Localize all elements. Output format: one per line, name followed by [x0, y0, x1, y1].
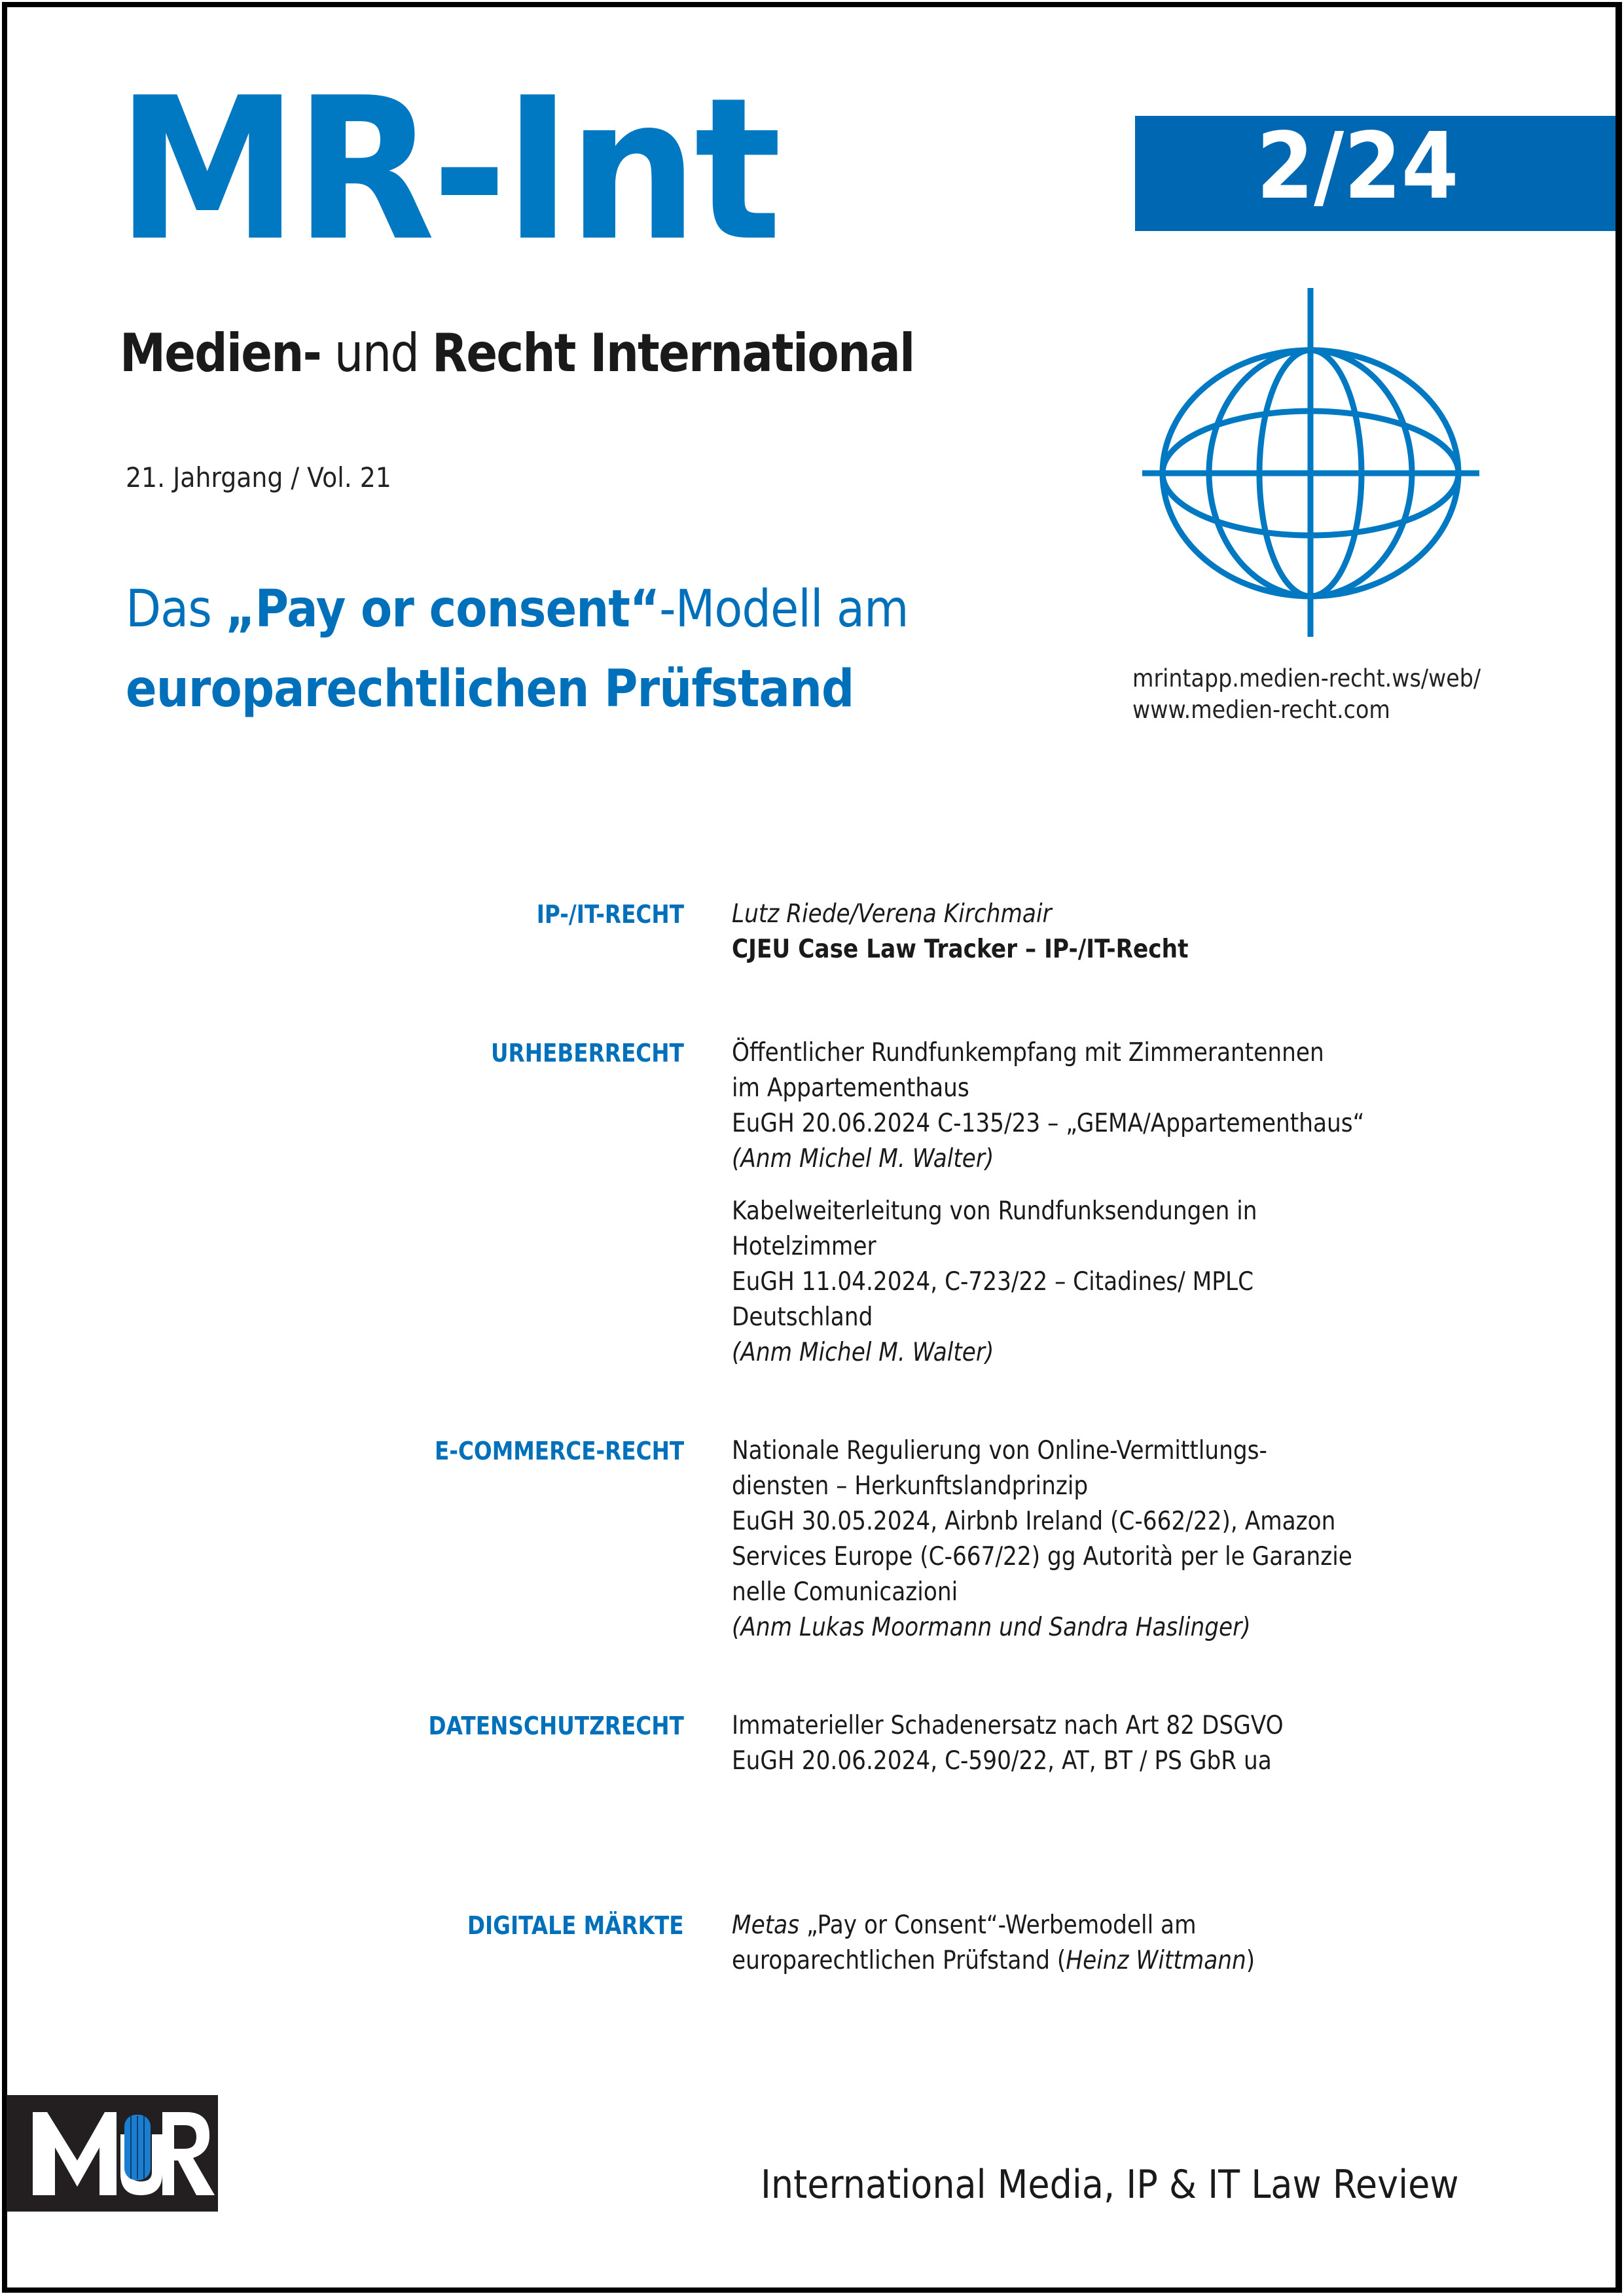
toc-entry-line: Hotelzimmer	[732, 1232, 876, 1261]
website-url-link[interactable]: www.medien-recht.com	[1132, 696, 1390, 724]
toc-section-label: DATENSCHUTZRECHT	[428, 1712, 684, 1740]
headline-bold-quote: „Pay or consent“	[225, 580, 660, 639]
toc-entry-line: EuGH 11.04.2024, C-723/22 – Citadines/ MPLC	[732, 1267, 1254, 1297]
toc-entry-line: Immaterieller Schadenersatz nach Art 82 DSGVO	[732, 1711, 1284, 1740]
toc-section-label: IP-/IT-RECHT	[536, 900, 684, 929]
toc-entry-line: Nationale Regulierung von Online-Vermittlungs-	[732, 1436, 1267, 1465]
toc-entry-segment: )	[1246, 1946, 1255, 1975]
toc-entry[interactable]	[732, 1908, 1394, 1979]
toc-entry-line: im Appartementhaus	[732, 1073, 969, 1103]
toc-entry-segment: „Pay or Consent“-Werbemodell am	[799, 1910, 1197, 1940]
toc-entry-line: EuGH 30.05.2024, Airbnb Ireland (C-662/22), Amazon	[732, 1507, 1336, 1536]
headline-line-2-text: europarechtlichen Prüfstand	[126, 660, 854, 719]
volume-info: 21. Jahrgang / Vol. 21	[126, 461, 391, 493]
toc-entry-line	[732, 1943, 1394, 1979]
toc-section-label: URHEBERRECHT	[491, 1039, 684, 1067]
toc-entry-line	[732, 1908, 1394, 1943]
headline-prefix: Das	[126, 580, 226, 639]
toc-entry[interactable]	[732, 1035, 1394, 1177]
publisher-logo	[7, 2095, 218, 2212]
toc-entry-line: diensten – Herkunftslandprinzip	[732, 1471, 1089, 1501]
toc-entry-line: Deutschland	[732, 1302, 873, 1332]
toc-entry[interactable]	[732, 1433, 1394, 1645]
issue-banner	[1135, 113, 1615, 231]
website-links	[1132, 663, 1481, 726]
headline-line-2	[126, 649, 909, 729]
toc-entry[interactable]	[732, 1708, 1394, 1779]
globe-icon	[1136, 278, 1486, 645]
toc-entry-line: EuGH 20.06.2024, C-590/22, AT, BT / PS GbR ua	[732, 1746, 1272, 1776]
app-url-link[interactable]: mrintapp.medien-recht.ws/web/	[1132, 664, 1481, 692]
toc-entry-line: (Anm Lukas Moormann und Sandra Haslinger)	[732, 1613, 1251, 1642]
toc-entry[interactable]	[732, 1194, 1394, 1371]
toc-entry-line: Lutz Riede/Verena Kirchmair	[732, 899, 1052, 929]
toc-entry-line: (Anm Michel M. Walter)	[732, 1144, 994, 1174]
toc-section-label: DIGITALE MÄRKTE	[467, 1911, 684, 1940]
toc-entry-segment: europarechtlichen Prüfstand (	[732, 1946, 1066, 1975]
journal-subtitle	[120, 323, 914, 384]
toc-entries	[732, 1035, 1485, 1388]
toc-entries	[732, 897, 1485, 984]
cover-headline	[126, 569, 909, 729]
toc-entry-line: (Anm Michel M. Walter)	[732, 1338, 994, 1367]
toc-entry-segment: Heinz Wittmann	[1066, 1946, 1246, 1975]
tagline: International Media, IP & IT Law Review	[761, 2162, 1459, 2208]
toc-entry-line: Services Europe (C-667/22) gg Autorità per le Garanzie	[732, 1542, 1352, 1571]
toc-entry-line: nelle Comunicazioni	[732, 1577, 958, 1607]
headline-suffix: -Modell am	[659, 580, 909, 639]
subtitle-recht-international: Recht International	[431, 323, 914, 384]
headline-line-1	[126, 569, 909, 649]
toc-entry-line: Öffentlicher Rundfunkempfang mit Zimmerantennen	[732, 1038, 1324, 1067]
journal-title: MR-Int	[117, 56, 778, 284]
toc-entries	[732, 1908, 1485, 1996]
subtitle-medien: Medien-	[120, 323, 321, 384]
toc-entry[interactable]	[732, 897, 1394, 967]
subtitle-und: und	[321, 323, 432, 384]
toc-entry-segment: Metas	[732, 1910, 800, 1940]
mur-logo-icon	[7, 2095, 218, 2212]
toc-entry-line: CJEU Case Law Tracker – IP-/IT-Recht	[732, 935, 1189, 964]
issue-number: 2/24	[1256, 113, 1459, 220]
toc-entries	[732, 1433, 1485, 1662]
toc-section-label: E-COMMERCE-RECHT	[434, 1437, 684, 1465]
toc-entry-line: EuGH 20.06.2024 C-135/23 – „GEMA/Appartementhaus“	[732, 1109, 1365, 1138]
toc-entries	[732, 1708, 1485, 1796]
toc-entry-line: Kabelweiterleitung von Rundfunksendungen in	[732, 1196, 1257, 1226]
